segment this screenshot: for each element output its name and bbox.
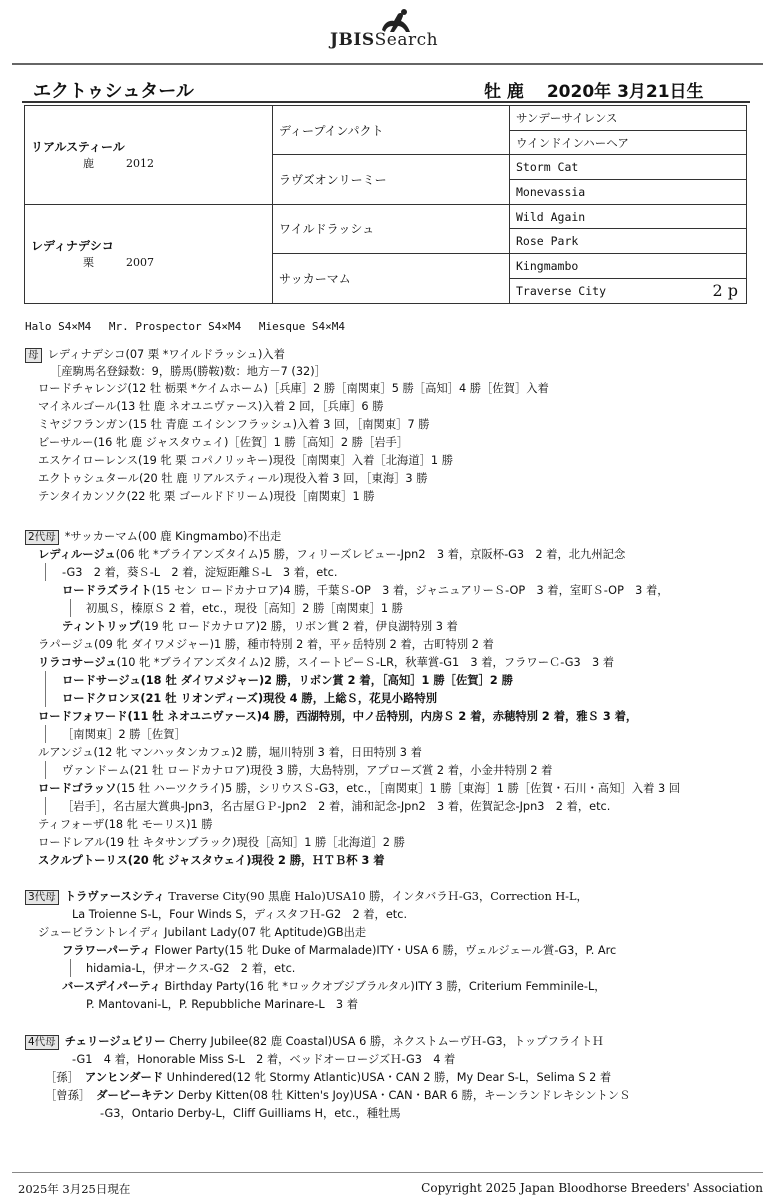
list-text: Traverse City(90 黒鹿 Halo)USA10 勝，インタバラＨ-G3，Correction H-L，: [164, 890, 588, 903]
list-text: ロードサージュ(18 牡 ダイワメジャー)2 勝，リボン賞 2 着，［高知］1 勝［佐賀］2 勝: [62, 674, 513, 687]
list-item: 初風Ｓ，榛原Ｓ 2 着，etc.，現役［高知］2 勝［南関東］1 勝: [86, 602, 403, 615]
horse-link[interactable]: チェリージュビリー: [64, 1035, 166, 1048]
horse-link[interactable]: リラコサージュ: [38, 656, 117, 669]
gen3-cell[interactable]: ウインドインハーヘア: [510, 130, 747, 155]
list-text: Cherry Jubilee(82 鹿 Coastal)USA 6 勝，ネクストムーヴＨ-G3，トップフライトＨ: [165, 1035, 604, 1048]
tree-connector: [45, 671, 46, 707]
list-item: ロードレアル(19 牡 キタサンブラック)現役［高知］1 勝［北海道］2 勝: [38, 836, 405, 849]
list-item: [45, 1087, 630, 1103]
list-item: -G3，Ontario Derby-L，Cliff Guilliams H，etc.，種牡馬: [100, 1107, 401, 1120]
gen3-cell-last: [510, 278, 747, 303]
pedigree-table: [24, 105, 747, 304]
dam-name[interactable]: レディナデシコ: [31, 239, 114, 254]
gen2-cell[interactable]: サッカーマム: [273, 254, 510, 303]
list-text: (15 牡 ハーツクライ)5 勝，シリウスＳ-G3，etc.，［南関東］1 勝［東海］1 勝［佐賀・石川・高知］入着 3 回: [116, 782, 681, 795]
section-tag: 3代母: [25, 890, 59, 905]
list-item: [62, 942, 616, 958]
footer-divider: [12, 1172, 763, 1173]
list-text: (15 セン ロードカナロア)4 勝，千葉Ｓ-OP 3 着，ジャニュアリーＳ-OP 3 着，室町Ｓ-OP 3 着，: [151, 584, 669, 597]
list-text: ロードフォワード(11 牡 ネオユニヴァース)4 勝，西湖特別，中ノ岳特別，内房Ｓ 2 着，赤穂特別 2 着，雅Ｓ 3 着，: [38, 710, 638, 723]
horse-name: エクトゥシュタール: [33, 81, 194, 102]
list-item: [62, 978, 606, 994]
horse-link[interactable]: レディルージュ: [38, 548, 116, 561]
footer-date: 2025年 3月25日現在: [18, 1182, 131, 1196]
tree-connector: [45, 563, 46, 581]
gen4-section-header: [25, 1033, 604, 1050]
gen2-cell[interactable]: ワイルドラッシュ: [273, 204, 510, 253]
list-item: -G3 2 着，葵Ｓ-L 2 着，淀短距離Ｓ-L 3 着，etc.: [62, 566, 338, 579]
gen3-cell[interactable]: サンデーサイレンス: [510, 106, 747, 131]
list-item: [62, 618, 458, 634]
gen3-section-header: [25, 888, 588, 905]
tree-connector: [70, 959, 71, 977]
list-item: スクルプトーリス(20 牝 ジャスタウェイ)現役 2 勝，ＨＴＢ杯 3 着: [38, 854, 385, 867]
tree-connector: [45, 725, 46, 743]
tree-connector: [45, 797, 46, 815]
inbreeding-line: Halo S4×M4 Mr. Prospector S4×M4 Miesque S4×M4: [25, 320, 346, 333]
header-divider: [22, 101, 750, 103]
list-text: Flower Party(15 牝 Duke of Marmalade)ITY・USA 6 勝，ヴェルジェール賞-G3，P. Arc: [150, 944, 617, 957]
list-item: ティフォーザ(18 牝 モーリス)1 勝: [38, 818, 213, 831]
list-item: [62, 690, 437, 706]
horse-link[interactable]: バースデイパーティ: [62, 980, 161, 993]
gen3-cell[interactable]: Rose Park: [510, 229, 747, 254]
list-text: (10 牝 *ブライアンズタイム)2 勝，スイートピーＳ-LR，秋華賞-G1 3 着，フラワーＣ-G3 3 着: [116, 656, 615, 669]
page-ref: 2 p: [712, 281, 738, 301]
list-text: (19 牝 ロードカナロア)2 勝，リボン賞 2 着，伊良湖特別 3 着: [139, 620, 458, 633]
list-item: [38, 708, 637, 724]
list-item: テンタイカンソク(22 牝 栗 ゴールドドリーム)現役［南関東］1 勝: [38, 490, 375, 503]
list-item: ［南関東］2 勝［佐賀］: [62, 728, 186, 741]
list-item: La Troienne S-L，Four Winds S，ディスタフＨ-G2 2 着，etc.: [72, 908, 408, 921]
list-item: ルアンジュ(12 牝 マンハッタンカフェ)2 勝，堀川特別 3 着，日田特別 3 着: [38, 746, 422, 759]
horse-link[interactable]: フラワーパーティ: [62, 944, 151, 957]
gen3-cell[interactable]: Monevassia: [510, 180, 747, 205]
sire-year: 2012: [126, 157, 154, 171]
relation-label: ［孫］: [45, 1071, 79, 1084]
list-item: ロードチャレンジ(12 牡 栃栗 *ケイムホーム)［兵庫］2 勝［南関東］5 勝［高知］4 勝［佐賀］入着: [38, 382, 549, 395]
list-item: [45, 1069, 611, 1085]
list-item: [38, 654, 614, 670]
list-item: ビーサルー(16 牝 鹿 ジャスタウェイ)［佐賀］1 勝［高知］2 勝［岩手］: [38, 436, 409, 449]
jbis-logo[interactable]: [330, 8, 460, 56]
gen3-cell[interactable]: Wild Again: [510, 204, 747, 229]
list-item: P. Mantovani-L，P. Repubbliche Marinare-L 3 着: [86, 998, 358, 1011]
gen2-cell[interactable]: ラヴズオンリーミー: [273, 155, 510, 204]
list-item: エスケイローレンス(19 牝 栗 コパノリッキー)現役［南関東］入着［北海道］1 勝: [38, 454, 453, 467]
horse-link[interactable]: トラヴァースシティ: [64, 890, 165, 903]
relation-label: ［曾孫］: [45, 1089, 91, 1102]
gen3-cell[interactable]: Storm Cat: [510, 155, 747, 180]
list-item: -G1 4 着，Honorable Miss S-L 2 着，ベッドオーロージズＨ-G3 4 着: [72, 1053, 456, 1066]
list-text: Derby Kitten(08 牡 Kitten's Joy)USA・CAN・BAR 6 勝，キーンランドレキシントンＳ: [174, 1089, 631, 1102]
sire-color: 鹿: [83, 157, 94, 171]
horse-info: 牡 鹿 2020年 3月21日生: [484, 82, 704, 102]
horse-link[interactable]: ロードラズライト: [62, 584, 152, 597]
list-text: Birthday Party(16 牝 *ロックオブジブラルタル)ITY 3 勝，Criterium Femminile-L，: [160, 980, 606, 993]
section-tag: 4代母: [25, 1035, 59, 1050]
list-text: ロードクロンヌ(21 牡 リオンディーズ)現役 4 勝，上総Ｓ，花見小路特別: [62, 692, 437, 705]
gen2-cell[interactable]: ディープインパクト: [273, 106, 510, 155]
horse-link[interactable]: ダービーキテン: [96, 1089, 175, 1102]
horse-link[interactable]: ティントリップ: [62, 620, 140, 633]
dam-section-header: [25, 346, 285, 363]
list-item: ヴァンドーム(21 牡 ロードカナロア)現役 3 勝，大島特別，アプローズ賞 2 着，小金井特別 2 着: [62, 764, 553, 777]
tree-connector: [45, 761, 46, 779]
horse-link[interactable]: アンヒンダード: [84, 1071, 164, 1084]
footer-copyright: Copyright 2025 Japan Bloodhorse Breeders' Association: [421, 1181, 763, 1195]
list-item: ジュービラントレイディ Jubilant Lady(07 牝 Aptitude)GB出走: [38, 926, 367, 939]
list-item: ラパージュ(09 牝 ダイワメジャー)1 勝，種市特別 2 着，平ヶ岳特別 2 着，古町特別 2 着: [38, 638, 494, 651]
sire-cell: [25, 106, 273, 205]
list-item: *サッカーマム(00 鹿 Kingmambo)不出走: [64, 530, 282, 543]
dam-year: 2007: [126, 256, 154, 270]
logo-service: Search: [374, 30, 439, 50]
gen2-section-header: [25, 528, 281, 545]
sire-name[interactable]: リアルスティール: [31, 140, 125, 155]
dam-cell: [25, 204, 273, 303]
list-item: [38, 780, 680, 796]
gen3-cell[interactable]: Kingmambo: [510, 254, 747, 279]
logo-brand: JBIS: [330, 30, 375, 50]
section-tag: 母: [25, 348, 42, 363]
list-text: Unhindered(12 牝 Stormy Atlantic)USA・CAN 2 勝，My Dear S-L，Selima S 2 着: [163, 1071, 612, 1084]
section-tag: 2代母: [25, 530, 59, 545]
list-text: (06 牝 *ブライアンズタイム)5 勝，フィリーズレビュー-Jpn2 3 着，京阪杯-G3 2 着，北九州記念: [115, 548, 626, 561]
list-item: [62, 582, 669, 598]
gen3-name[interactable]: Traverse City: [516, 283, 607, 298]
list-item: ［岩手］，名古屋大賞典-Jpn3，名古屋ＧＰ-Jpn2 2 着，浦和記念-Jpn2 3 着，佐賀記念-Jpn3 2 着，etc.: [62, 800, 611, 813]
list-item: ミヤジフランガン(15 牡 青鹿 エイシンフラッシュ)入着 3 回，［南関東］7 勝: [38, 418, 430, 431]
list-item: エクトゥシュタール(20 牡 鹿 リアルスティール)現役入着 3 回，［東海］3 勝: [38, 472, 428, 485]
list-item: マイネルゴール(13 牡 鹿 ネオユニヴァース)入着 2 回，［兵庫］6 勝: [38, 400, 384, 413]
top-divider: [12, 63, 763, 65]
horse-link[interactable]: ロードゴラッソ: [38, 782, 117, 795]
list-item: hidamia-L，伊オークス-G2 2 着，etc.: [86, 962, 296, 975]
tree-connector: [70, 599, 71, 617]
list-item: [38, 546, 625, 562]
list-item: レディナデシコ(07 栗 *ワイルドラッシュ)入着: [47, 348, 285, 361]
list-item: ［産駒馬名登録数：9，勝馬(勝鞍)数：地方－7 (32)］: [50, 365, 326, 378]
dam-color: 栗: [83, 256, 94, 270]
list-item: [62, 672, 513, 688]
